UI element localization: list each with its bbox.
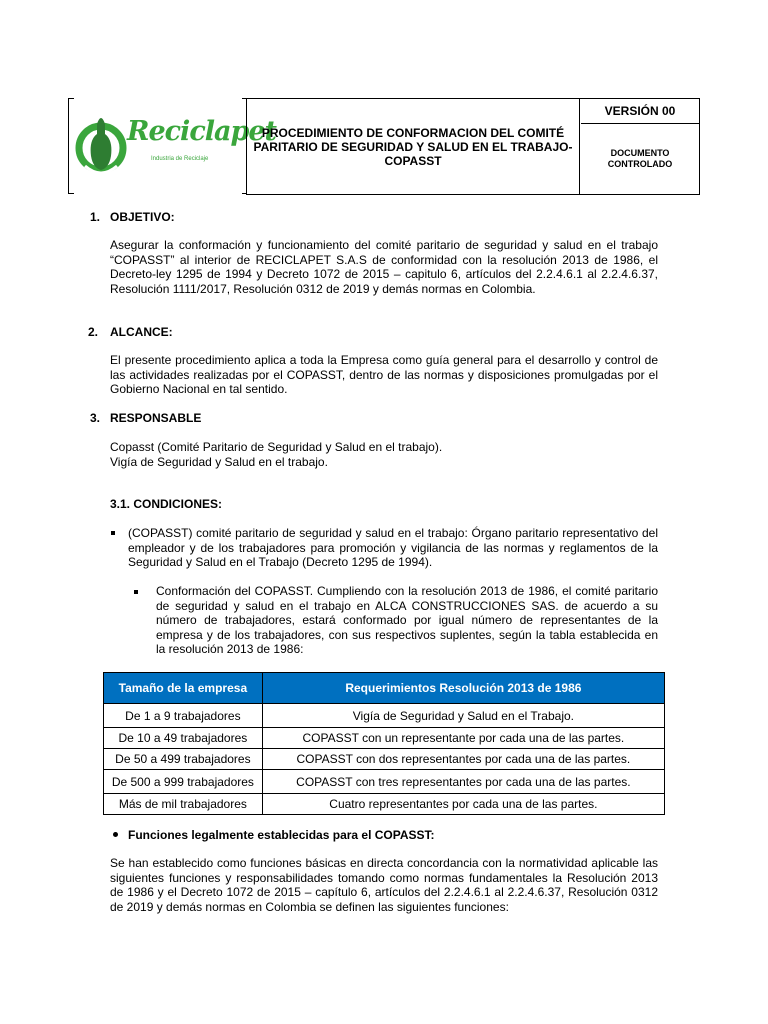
- section-number-objetivo: 1.: [90, 210, 101, 224]
- alcance-body: El presente procedimiento aplica a toda la Empresa como guía general para el desarrollo y control de las actividades realizadas por el COPASST, dentro de las normas y disposiciones promulgadas por el Gobierno Nacional en tal sentido.: [110, 353, 658, 396]
- table-cell: COPASST con un representante por cada una de las partes.: [262, 728, 664, 749]
- document-status-line2: CONTROLADO: [607, 159, 673, 169]
- logo-text: Reciclapet: [127, 116, 277, 147]
- table-row: [104, 728, 665, 749]
- section-title-responsable: RESPONSABLE: [110, 411, 202, 425]
- table-header-cell: Tamaño de la empresa: [104, 673, 263, 704]
- header-box: [246, 98, 700, 195]
- table-cell: De 1 a 9 trabajadores: [104, 704, 263, 728]
- document-status-line1: DOCUMENTO: [610, 148, 670, 158]
- table-header-cell: Requerimientos Resolución 2013 de 1986: [262, 673, 664, 704]
- table-header-row: [104, 673, 665, 704]
- section-title-objetivo: OBJETIVO:: [110, 210, 175, 224]
- table-cell: Más de mil trabajadores: [104, 794, 263, 815]
- table-row: [104, 770, 665, 794]
- condiciones-bullet-2: Conformación del COPASST. Cumpliendo con la resolución 2013 de 1986, el comité paritario de seguridad y salud en el trabajo en ALCA CONSTRUCCIONES SAS. de acuerdo a su número de trabajadores, estará conformado por igual número de representantes de la empresa y de los trabajadores, con sus respectivos suplentes, según la tabla establecida en la resolución 2013 de 1986:: [156, 584, 658, 656]
- section-title-alcance: ALCANCE:: [110, 325, 173, 339]
- requirements-table: [103, 672, 665, 815]
- table-cell: De 50 a 499 trabajadores: [104, 749, 263, 770]
- table-cell: De 500 a 999 trabajadores: [104, 770, 263, 794]
- funciones-body: Se han establecido como funciones básicas en directa concordancia con la normatividad aplicable las siguientes funciones y responsabilidades tomando como normas fundamentales la Resolución 2013 de 1986 y el Decreto 1072 de 2015 – capítulo 6, artículos del 2.2.4.6.1 al 2.2.4.6.37, Resolución 0312 de 2019 y demás normas en Colombia se definen las siguientes funciones:: [110, 856, 658, 914]
- table-cell: De 10 a 49 trabajadores: [104, 728, 263, 749]
- reciclapet-logo-icon: [75, 108, 127, 182]
- responsable-line1: Copasst (Comité Paritario de Seguridad y Salud en el trabajo).: [110, 440, 443, 454]
- responsable-line2: Vigía de Seguridad y Salud en el trabajo.: [110, 455, 328, 469]
- square-bullet-icon: [111, 531, 115, 535]
- table-row: [104, 704, 665, 728]
- header-logo-cell: [68, 98, 277, 194]
- section-number-alcance: 2.: [88, 325, 99, 339]
- table-row: [104, 794, 665, 815]
- document-status: [581, 124, 699, 194]
- square-bullet-icon: [134, 590, 138, 594]
- table-cell: Cuatro representantes por cada una de las partes.: [262, 794, 664, 815]
- document-title: PROCEDIMIENTO DE CONFORMACION DEL COMITÉ PARITARIO DE SEGURIDAD Y SALUD EN EL TRABAJO-COPASST: [247, 99, 580, 194]
- version-label: VERSIÓN 00: [581, 99, 699, 124]
- funciones-title: Funciones legalmente establecidas para el COPASST:: [128, 828, 435, 842]
- table-cell: COPASST con tres representantes por cada una de las partes.: [262, 770, 664, 794]
- table-row: [104, 749, 665, 770]
- header-right-cell: [581, 99, 699, 194]
- table-cell: COPASST con dos representantes por cada una de las partes.: [262, 749, 664, 770]
- condiciones-bullet-1: (COPASST) comité paritario de seguridad y salud en el trabajo: Órgano paritario representativo del empleador y de los trabajadores para promoción y vigilancia de las normas y reglamentos de la Seguridad y Salud en el Trabajo (Decreto 1295 de 1994).: [128, 526, 658, 569]
- table-cell: Vigía de Seguridad y Salud en el Trabajo.: [262, 704, 664, 728]
- objetivo-body: Asegurar la conformación y funcionamiento del comité paritario de seguridad y salud en el trabajo “COPASST” al interior de RECICLAPET S.A.S de conformidad con la resolución 2013 de 1986, el Decreto-ley 1295 de 1994 y Decreto 1072 de 2015 – capitulo 6, artículos del 2.2.4.6.1 al 2.2.4.6.37, Resolución 1111/2017, Resolución 0312 de 2019 y demás normas en Colombia.: [110, 238, 658, 296]
- round-bullet-icon: [113, 832, 118, 837]
- logo-subtext: Industria de Reciclaje: [151, 156, 209, 162]
- section-title-condiciones: 3.1. CONDICIONES:: [110, 497, 223, 511]
- section-number-responsable: 3.: [90, 411, 101, 425]
